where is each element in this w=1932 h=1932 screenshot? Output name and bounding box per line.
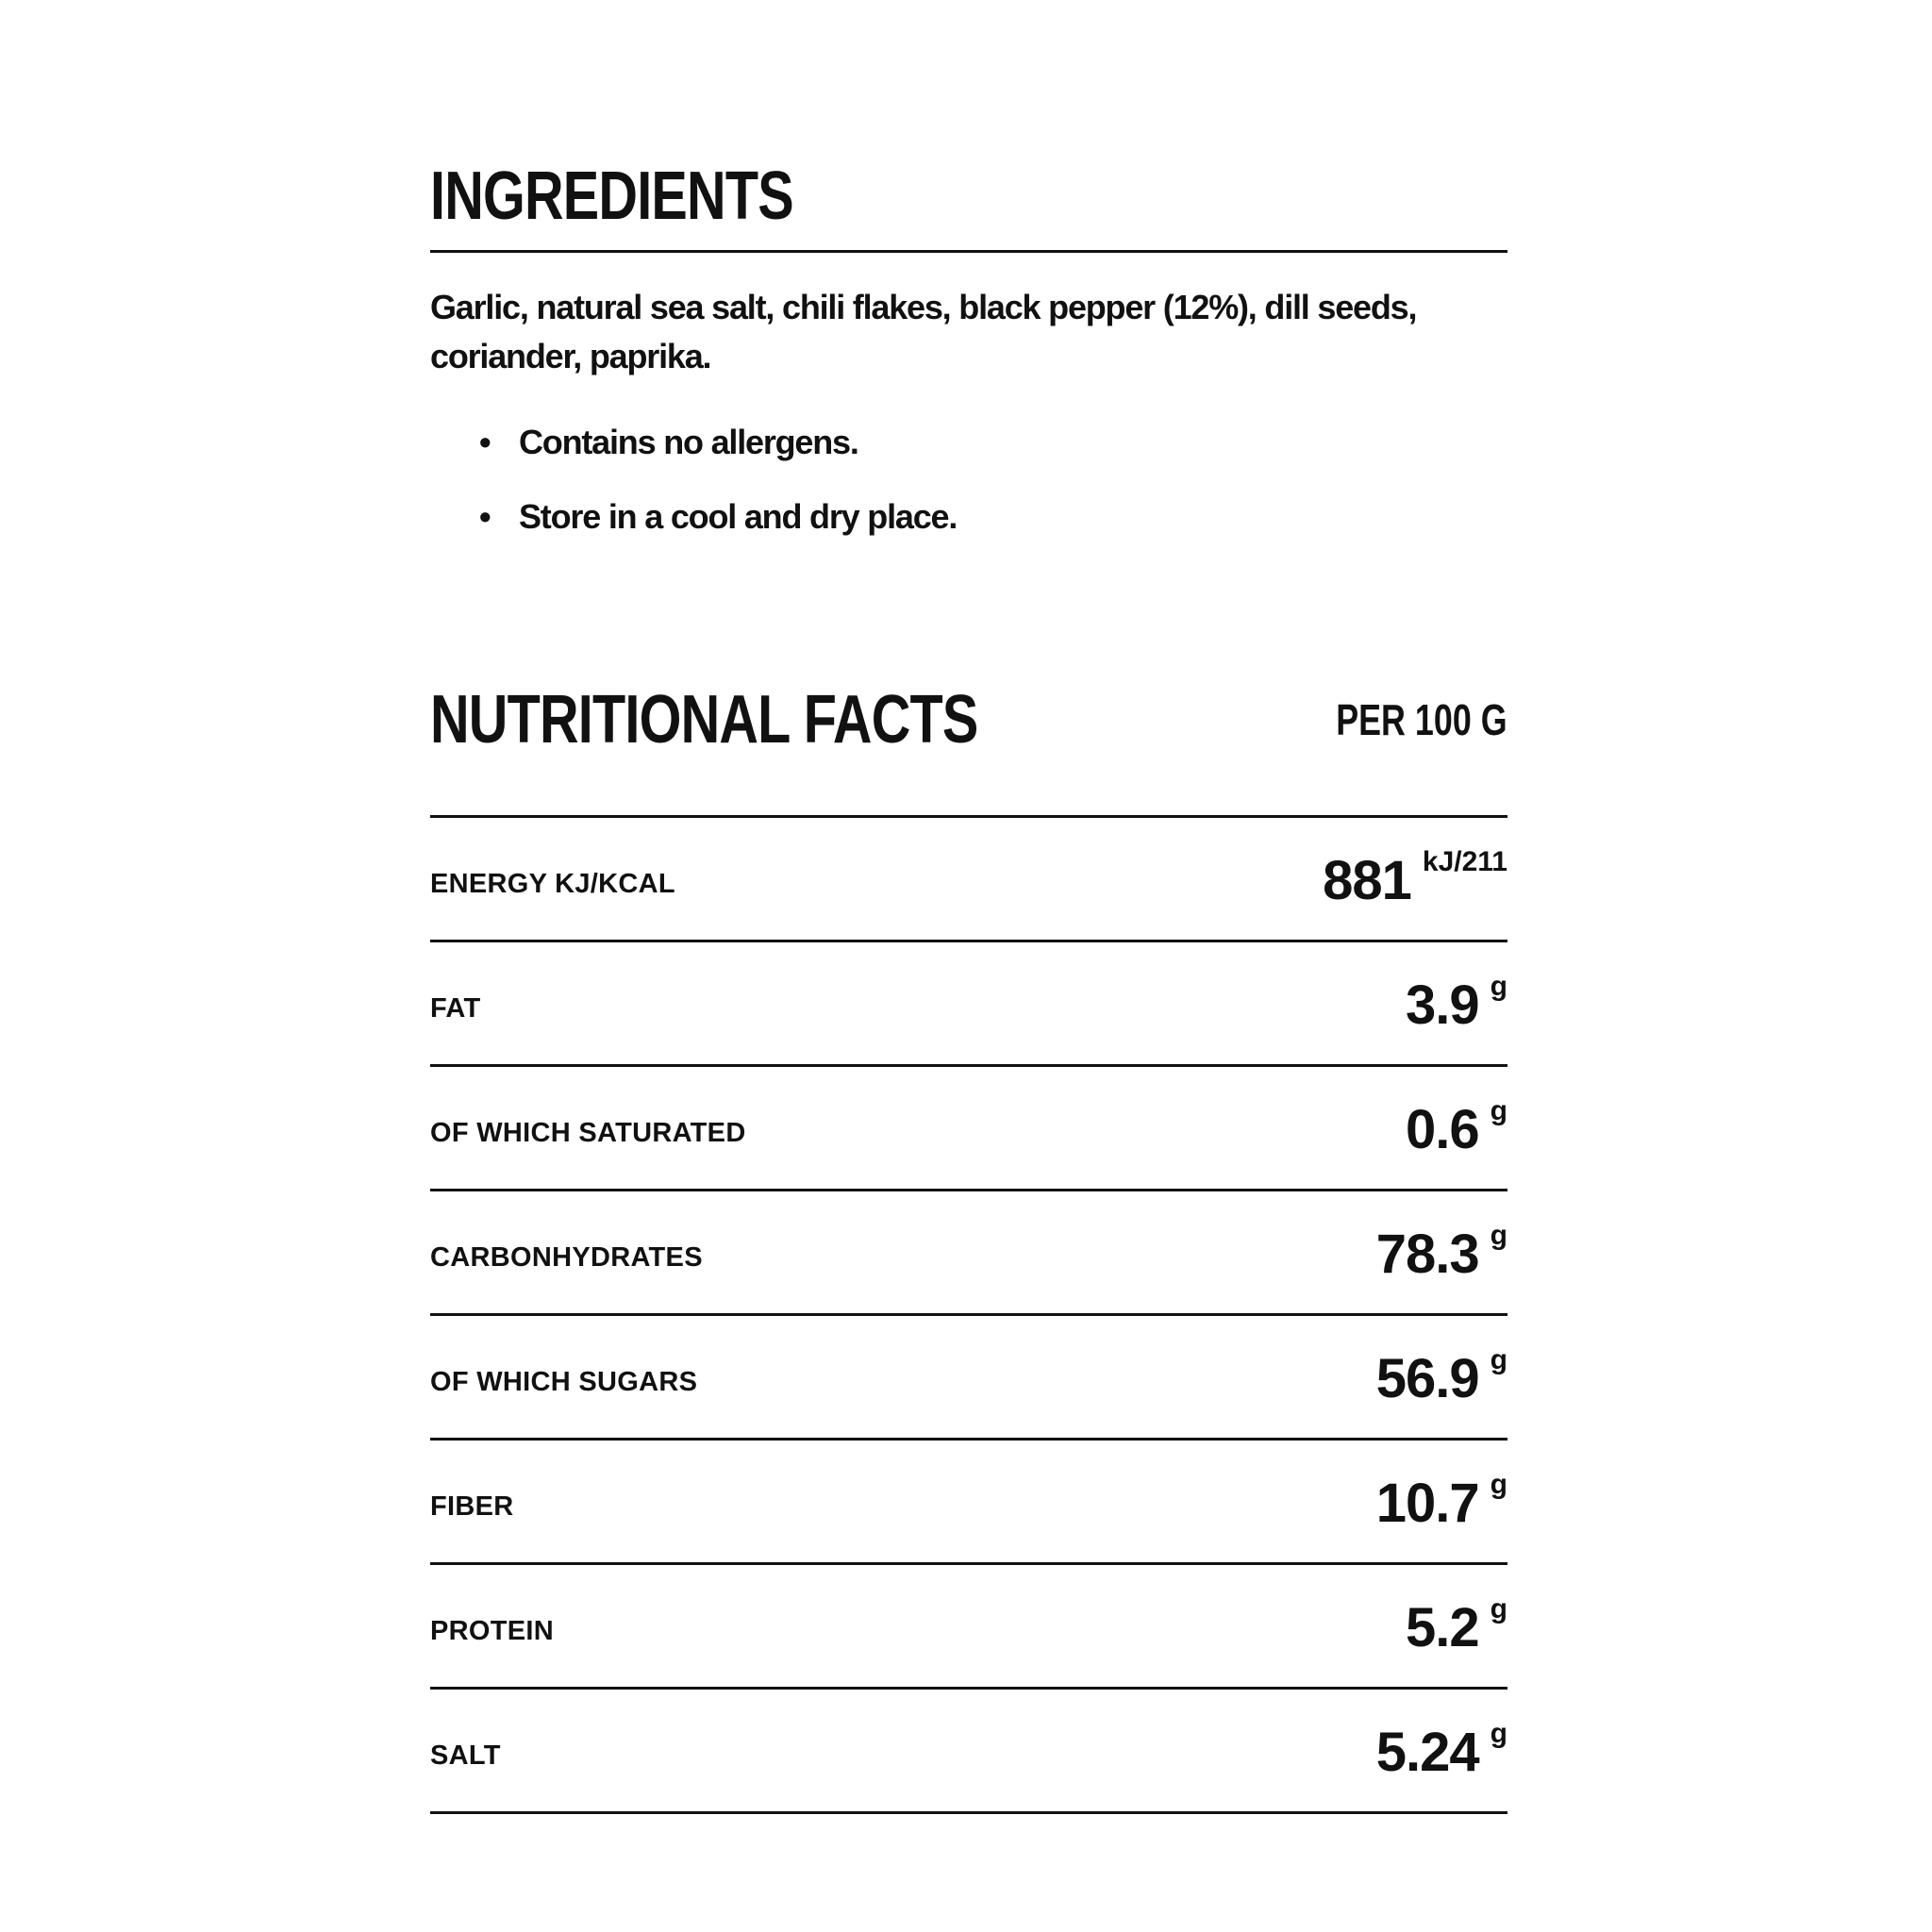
row-value bbox=[1406, 1592, 1507, 1658]
ingredients-notes bbox=[430, 423, 1507, 537]
value-number: 10.7 bbox=[1375, 1472, 1479, 1534]
value-number: 881 bbox=[1323, 849, 1411, 911]
nutrition-row-carbohydrates bbox=[430, 1191, 1507, 1316]
row-label: SALT bbox=[430, 1740, 501, 1771]
product-info-panel bbox=[430, 142, 1507, 1814]
note-item bbox=[479, 497, 1507, 537]
nutrition-row-fiber bbox=[430, 1441, 1507, 1565]
nutrition-heading-row bbox=[430, 670, 1507, 818]
value-number: 5.2 bbox=[1406, 1596, 1479, 1658]
row-value bbox=[1375, 1343, 1507, 1409]
value-number: 3.9 bbox=[1406, 974, 1479, 1036]
row-label: FAT bbox=[430, 993, 481, 1024]
value-unit: g bbox=[1490, 1717, 1507, 1749]
value-unit: g bbox=[1490, 1343, 1507, 1375]
nutrition-section bbox=[430, 670, 1507, 1814]
nutrition-row-fat bbox=[430, 942, 1507, 1067]
value-unit: g bbox=[1490, 970, 1507, 1002]
row-label: CARBONHYDRATES bbox=[430, 1242, 703, 1273]
value-unit: g bbox=[1490, 1219, 1507, 1251]
per-serving-label: PER 100 G bbox=[1336, 695, 1507, 744]
row-value bbox=[1406, 1094, 1507, 1160]
row-value bbox=[1406, 970, 1507, 1036]
row-label: PROTEIN bbox=[430, 1616, 554, 1646]
nutrition-row-sugars bbox=[430, 1316, 1507, 1441]
ingredients-section bbox=[430, 142, 1507, 537]
ingredients-heading: INGREDIENTS bbox=[430, 158, 793, 234]
value-number: 56.9 bbox=[1375, 1347, 1479, 1409]
row-value bbox=[1375, 1468, 1507, 1534]
nutrition-row-salt bbox=[430, 1690, 1507, 1814]
row-value bbox=[1375, 1219, 1507, 1285]
nutrition-row-protein bbox=[430, 1565, 1507, 1690]
value-unit: g bbox=[1490, 1094, 1507, 1126]
value-unit: g bbox=[1490, 1468, 1507, 1500]
value-number: 0.6 bbox=[1406, 1098, 1479, 1160]
value-unit: kJ/211 bbox=[1422, 845, 1507, 877]
row-label: OF WHICH SUGARS bbox=[430, 1367, 698, 1397]
nutrition-heading: NUTRITIONAL FACTS bbox=[430, 682, 978, 758]
value-number: 5.24 bbox=[1375, 1721, 1479, 1783]
row-value bbox=[1375, 1717, 1507, 1783]
nutrition-row-saturated bbox=[430, 1067, 1507, 1191]
note-text: Store in a cool and dry place. bbox=[519, 497, 958, 536]
row-value bbox=[1323, 845, 1507, 911]
bullet-icon: • bbox=[479, 423, 491, 461]
nutrition-row-energy bbox=[430, 818, 1507, 942]
note-item bbox=[479, 423, 1507, 462]
bullet-icon: • bbox=[479, 497, 491, 536]
value-number: 78.3 bbox=[1375, 1223, 1479, 1285]
row-label: OF WHICH SATURATED bbox=[430, 1118, 746, 1148]
ingredients-text: Garlic, natural sea salt, chili flakes, black pepper (12%), dill seeds, coriander, paprika. bbox=[430, 288, 1417, 375]
row-label: FIBER bbox=[430, 1491, 514, 1522]
row-label: ENERGY KJ/KCAL bbox=[430, 869, 675, 899]
ingredients-heading-row bbox=[430, 142, 1507, 253]
value-unit: g bbox=[1490, 1592, 1507, 1624]
note-text: Contains no allergens. bbox=[519, 423, 858, 461]
